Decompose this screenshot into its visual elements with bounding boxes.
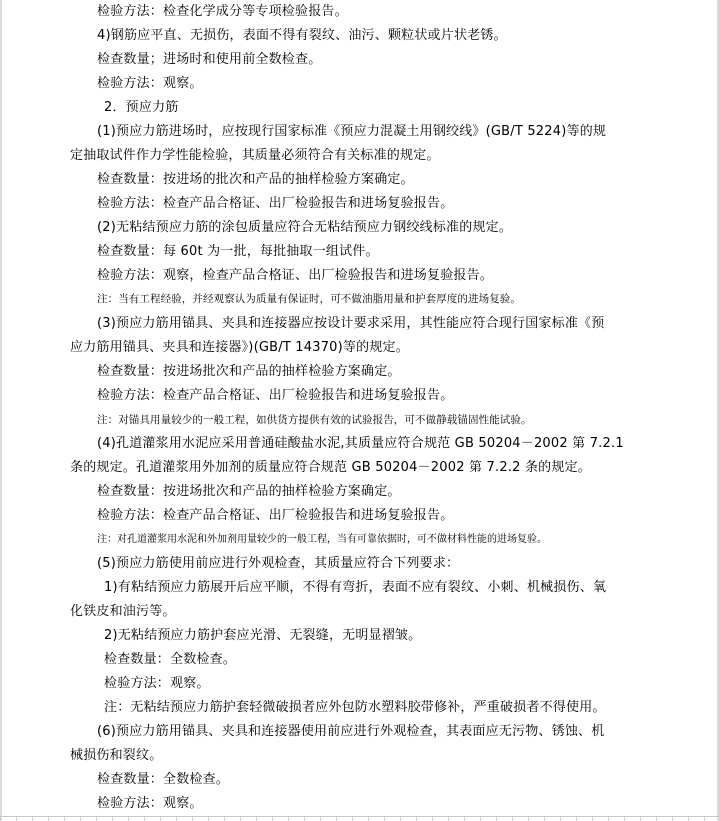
doc-line: 检查数量：全数检查。 (104, 652, 237, 667)
doc-line: 4)钢筋应平直、无损伤，表面不得有裂纹、油污、颗粒状或片状老锈。 (97, 28, 507, 43)
doc-line: (4)孔道灌浆用水泥应采用普通硅酸盐水泥,其质量应符合规范 GB 50204－2002 第 7.2.1 (97, 436, 624, 451)
doc-line: 定抽取试件作力学性能检验，其质量必须符合有关标准的规定。 (70, 148, 440, 163)
doc-line: 检查数量：按进场的批次和产品的抽样检验方案确定。 (97, 172, 414, 187)
doc-line: 1)有粘结预应力筋展开后应平顺，不得有弯折，表面不应有裂纹、小刺、机械损伤、氧 (104, 580, 607, 595)
doc-line: 应力筋用锚具、夹具和连接器》)(GB/T 14370)等的规定。 (70, 340, 409, 355)
doc-line: 化铁皮和油污等。 (70, 604, 176, 619)
doc-line: 检验方法：观察。 (97, 796, 203, 811)
doc-note: 注：对锚具用量较少的一般工程，如供货方提供有效的试验报告，可不做静载锚固性能试验。 (97, 414, 532, 426)
doc-line: 检验方法：观察，检查产品合格证、出厂检验报告和进场复验报告。 (97, 268, 494, 283)
doc-line: 检查数量：每 60t 为一批，每批抽取一组试件。 (97, 244, 379, 259)
doc-line: 检查数量：全数检查。 (97, 772, 230, 787)
doc-line: 检验方法：观察。 (97, 76, 203, 91)
doc-line: 检验方法：观察。 (104, 676, 210, 691)
doc-line: 检查数量：按进场批次和产品的抽样检验方案确定。 (97, 484, 401, 499)
section-heading: 2．预应力筋 (104, 100, 179, 115)
doc-line: (6)预应力筋用锚具、夹具和连接器使用前应进行外观检查，其表面应无污物、锈蚀、机 (97, 724, 605, 739)
page-left-edge (0, 0, 2, 821)
doc-note: 注：对孔道灌浆用水泥和外加剂用量较少的一般工程，当有可靠依据时，可不做材料性能的进场复验。 (97, 534, 547, 545)
doc-line: 检验方法：检查化学成分等专项检验报告。 (97, 4, 348, 19)
page-bottom-ruler (0, 817, 719, 821)
doc-line: 检验方法：检查产品合格证、出厂检验报告和进场复验报告。 (97, 388, 454, 403)
doc-line: 2)无粘结预应力筋护套应光滑、无裂缝，无明显褶皱。 (104, 628, 422, 643)
doc-line: 检验方法：检查产品合格证、出厂检验报告和进场复验报告。 (97, 196, 454, 211)
doc-line: (3)预应力筋用锚具、夹具和连接器应按设计要求采用，其性能应符合现行国家标准《预 (97, 316, 605, 331)
doc-line: 注：无粘结预应力筋护套轻微破损者应外包防水塑料胶带修补，严重破损者不得使用。 (104, 700, 606, 715)
doc-line: 检验方法：检查产品合格证、出厂检验报告和进场复验报告。 (97, 508, 454, 523)
doc-line: (2)无粘结预应力筋的涂包质量应符合无粘结预应力钢绞线标准的规定。 (97, 220, 513, 235)
doc-note: 注：当有工程经验，并经观察认为质量有保证时，可不做油脂用量和护套厚度的进场复验。 (97, 293, 521, 305)
doc-line: (1)预应力筋进场时，应按现行国家标准《预应力混凝土用钢绞线》(GB/T 5224)等的规 (97, 124, 607, 139)
doc-line: 检查数量；进场时和使用前全数检查。 (97, 52, 322, 67)
doc-line: 条的规定。孔道灌浆用外加剂的质量应符合规范 GB 50204－2002 第 7.2.2 条的规定。 (70, 460, 591, 475)
doc-line: (5)预应力筋使用前应进行外观检查，其质量应符合下列要求： (97, 556, 460, 571)
doc-line: 检查数量：按进场批次和产品的抽样检验方案确定。 (97, 364, 401, 379)
doc-line: 械损伤和裂纹。 (70, 748, 163, 763)
